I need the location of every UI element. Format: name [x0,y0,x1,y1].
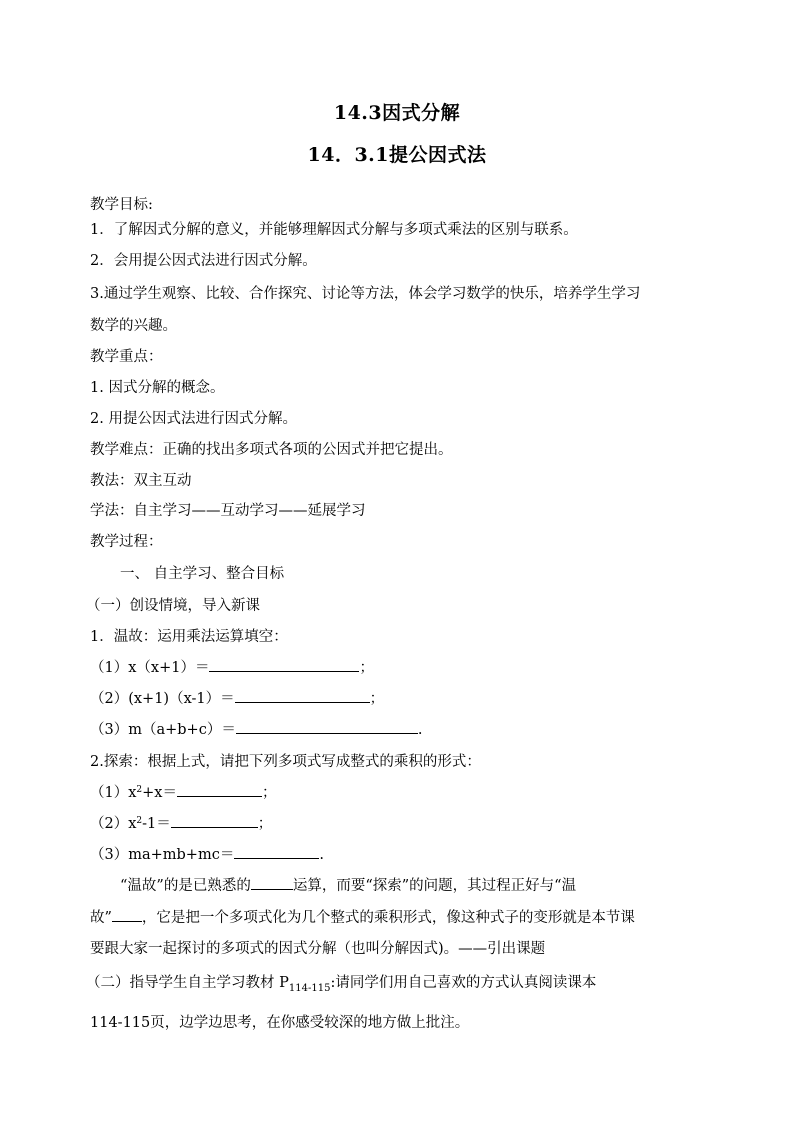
review-item: （3）m（a+b+c）＝ . [90,718,422,739]
teaching-method: 教法：双主互动 [90,473,192,489]
answer-blank[interactable] [235,688,370,703]
objective-item: 1．了解因式分解的意义，并能够理解因式分解与多项式乘法的区别与联系。 [90,222,578,238]
page-title: 14.3因式分解 [333,102,461,124]
review-item: （2）(x+1)（x-1）＝ ； [90,687,384,708]
subsection-heading: （一）创设情境，导入新课 [86,598,260,614]
answer-blank[interactable] [177,782,262,797]
answer-blank[interactable] [171,813,258,828]
keypoint-item: 2. 用提公因式法进行因式分解。 [90,411,297,427]
page-subtitle: 14．3.1提公因式法 [307,144,487,166]
subsection-heading: （二）指导学生自主学习教材 $P_{114-115}$:请同学们用自己喜欢的方式认真阅读课本 [86,975,597,994]
section-heading: 一、 自主学习、整合目标 [120,566,285,582]
objective-item: 3.通过学生观察、比较、合作探究、讨论等方法，体会学习数学的快乐，培养学生学习 [90,286,641,302]
answer-blank[interactable] [234,844,319,859]
answer-blank[interactable] [112,907,142,922]
objective-item: 数学的兴趣。 [90,318,177,334]
review-item: （1）x（x+1）＝ ； [90,656,374,677]
review-expr: （2）(x+1)（x-1）＝ [90,691,235,707]
answer-blank[interactable] [209,657,359,672]
paragraph-line: 故” ，它是把一个多项式化为几个整式的乘积形式，像这种式子的变形就是本节课 [90,906,635,927]
explore-item: （3）ma+mb+mc＝ . [90,843,324,864]
paragraph-line: 要跟大家一起探讨的多项式的因式分解（也叫分解因式)。——引出课题 [90,941,546,957]
answer-blank[interactable] [236,719,418,734]
keypoints-heading: 教学重点： [90,349,163,365]
explore-item: $(1)x^2+x=$ ； [90,781,276,802]
paragraph-line: 114-115页，边学边思考，在你感受较深的地方做上批注。 [90,1015,470,1031]
review-expr: （1）x（x+1）＝ [90,660,210,676]
explore-heading: 2.探索：根据上式，请把下列多项式写成整式的乘积的形式： [90,754,481,770]
review-expr: （3）m（a+b+c）＝ [90,722,236,738]
process-heading: 教学过程： [90,534,163,550]
paragraph-line: “温故”的是已熟悉的 运算，而要“探索”的问题，其过程正好与“温 [120,874,576,895]
review-heading: 1．温故：运用乘法运算填空： [90,629,288,645]
objectives-heading: 教学目标: [90,197,153,213]
answer-blank[interactable] [251,875,293,890]
learning-method: 学法：自主学习——互动学习——延展学习 [90,503,366,519]
difficulty-line: 教学难点：正确的找出多项式各项的公因式并把它提出。 [90,442,453,458]
keypoint-item: 1. 因式分解的概念。 [90,380,225,396]
objective-item: 2．会用提公因式法进行因式分解。 [90,253,317,269]
explore-item: $(2)x^2-1=$ ； [90,812,272,833]
